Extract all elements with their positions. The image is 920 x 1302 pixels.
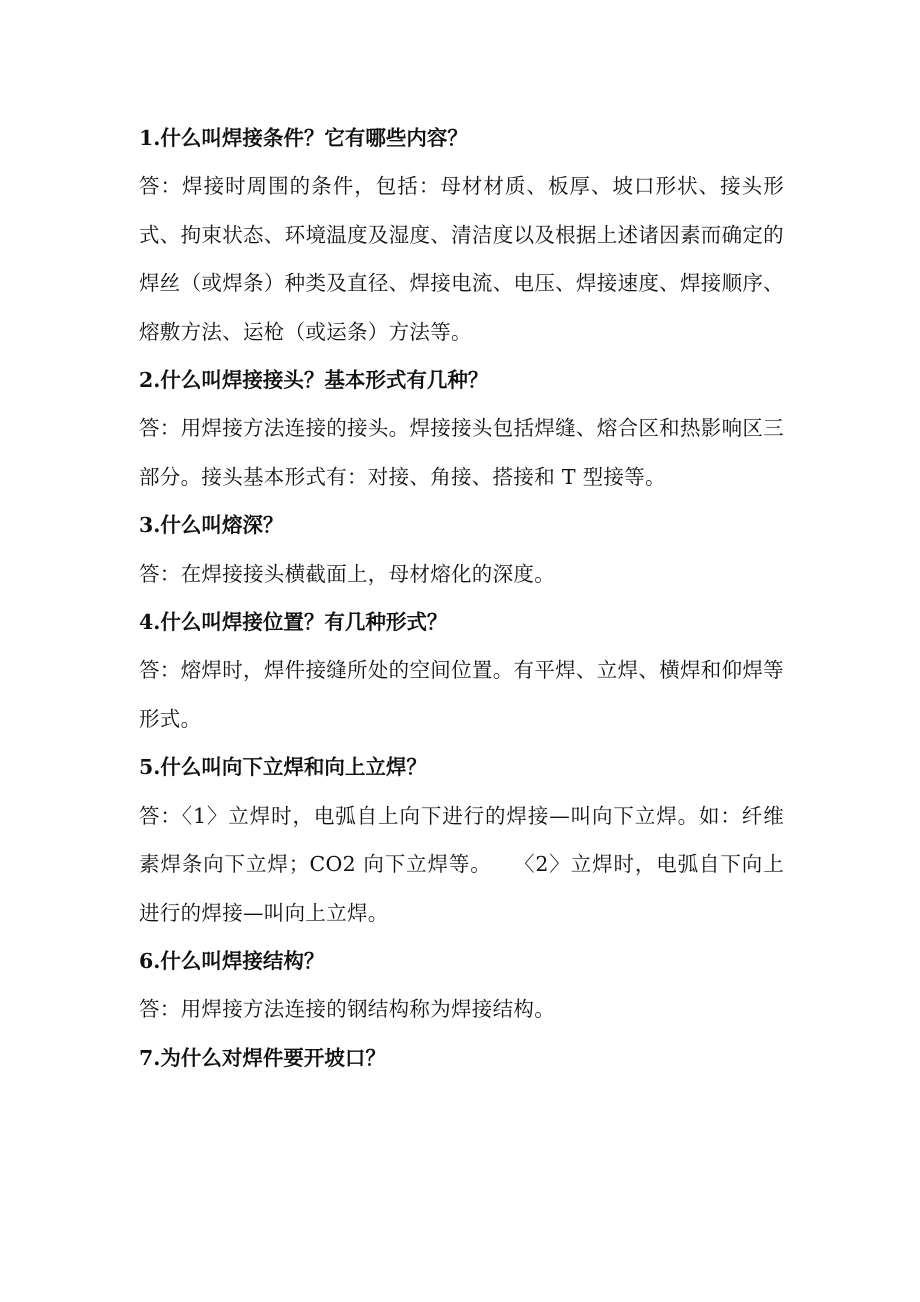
answer-2: 答：用焊接方法连接的接头。焊接接头包括焊缝、熔合区和热影响区三部分。接头基本形式有：对接、角接、搭接和 T 型接等。 bbox=[139, 416, 784, 489]
question-3: 3.什么叫熔深？ bbox=[139, 513, 284, 538]
answer-3: 答：在焊接接头横截面上，母材熔化的深度。 bbox=[139, 561, 555, 586]
answer-6: 答：用焊接方法连接的钢结构称为焊接结构。 bbox=[139, 997, 555, 1022]
question-2: 2.什么叫焊接接头？基本形式有几种？ bbox=[139, 368, 489, 393]
answer-1: 答：焊接时周围的条件，包括：母材材质、板厚、坡口形状、接头形式、拘束状态、环境温度及湿度、清洁度以及根据上述诸因素而确定的焊丝（或焊条）种类及直径、焊接电流、电压、焊接速度、焊接顺序、熔敷方法、运枪（或运条）方法等。 bbox=[139, 174, 784, 344]
qa-list bbox=[139, 114, 784, 1082]
question-1: 1.什么叫焊接条件？它有哪些内容？ bbox=[139, 126, 468, 150]
question-4: 4.什么叫焊接位置？有几种形式？ bbox=[139, 610, 448, 635]
question-5: 5.什么叫向下立焊和向上立焊？ bbox=[139, 755, 427, 780]
question-7: 7.为什么对焊件要开坡口？ bbox=[139, 1045, 386, 1070]
answer-5: 答：〈1〉立焊时，电弧自上向下进行的焊接—叫向下立焊。如：纤维素焊条向下立焊；CO2 向下立焊等。 〈2〉立焊时，电弧自下向上进行的焊接—叫向上立焊。 bbox=[139, 803, 784, 925]
question-6: 6.什么叫焊接结构？ bbox=[139, 948, 325, 973]
answer-4: 答：熔焊时，焊件接缝所处的空间位置。有平焊、立焊、横焊和仰焊等形式。 bbox=[139, 658, 784, 731]
